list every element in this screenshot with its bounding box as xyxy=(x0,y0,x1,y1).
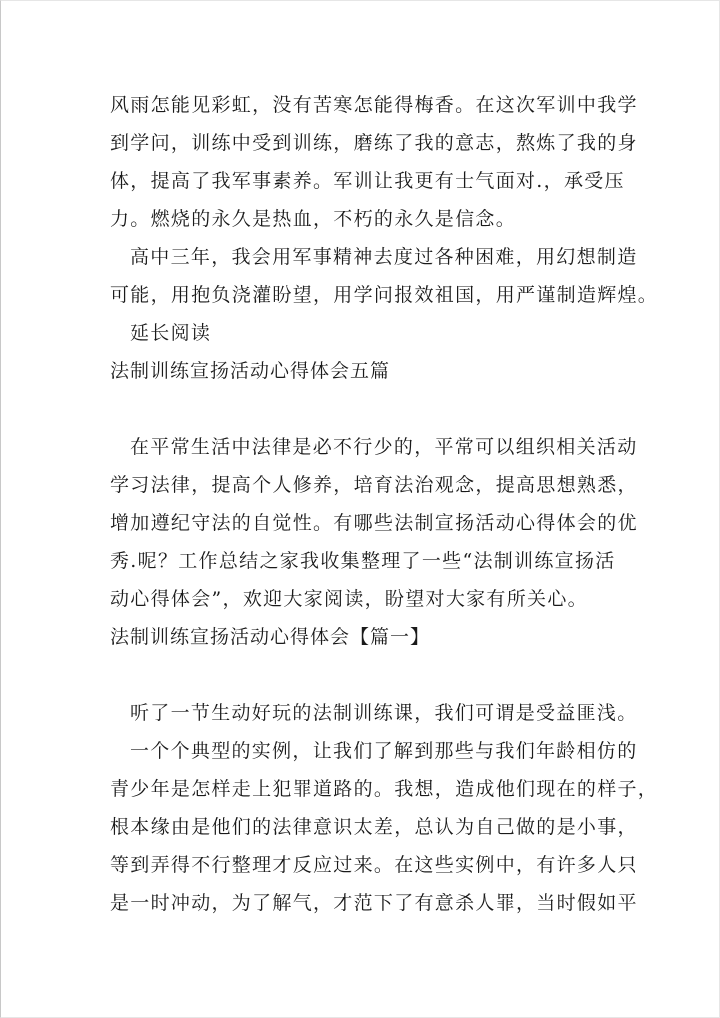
text-line: 等到弄得不行整理才反应过来。在这些实例中，有许多人只 xyxy=(110,854,638,876)
text-line: 青少年是怎样走上犯罪道路的。我想，造成他们现在的样子， xyxy=(110,778,659,800)
text-line: 可能，用抱负浇灌盼望，用学问报效祖国，用严谨制造辉煌。 xyxy=(110,284,659,306)
text-line: 到学问，训练中受到训练，磨练了我的意志，熬炼了我的身 xyxy=(110,132,638,154)
text-line: 秀.呢？工作总结之家我收集整理了一些“法制训练宣扬活 xyxy=(110,550,616,572)
text-line: 在平常生活中法律是必不行少的，平常可以组织相关活动 xyxy=(130,436,638,458)
section-label: 延长阅读 xyxy=(130,322,212,344)
text-line: 力。燃烧的永久是热血，不朽的永久是信念。 xyxy=(110,208,517,230)
text-line: 高中三年，我会用军事精神去度过各种困难，用幻想制造 xyxy=(130,246,638,268)
text-line: 风雨怎能见彩虹，没有苦寒怎能得梅香。在这次军训中我学 xyxy=(110,94,638,116)
text-line: 学习法律，提高个人修养，培育法治观念，提高思想熟悉， xyxy=(110,474,638,496)
text-line: 动心得体会”，欢迎大家阅读，盼望对大家有所关心。 xyxy=(110,588,588,610)
text-line: 是一时冲动，为了解气，才范下了有意杀人罪，当时假如平 xyxy=(110,892,638,914)
text-line: 听了一节生动好玩的法制训练课，我们可谓是受益匪浅。 xyxy=(130,702,638,724)
text-line: 体，提高了我军事素养。军训让我更有士气面对.，承受压 xyxy=(110,170,625,192)
section-heading: 法制训练宣扬活动心得体会【篇一】 xyxy=(110,626,431,648)
article-title: 法制训练宣扬活动心得体会五篇 xyxy=(110,360,391,382)
text-line: 根本缘由是他们的法律意识太差，总认为自己做的是小事， xyxy=(110,816,638,838)
text-line: 增加遵纪守法的自觉性。有哪些法制宣扬活动心得体会的优 xyxy=(110,512,638,534)
text-line: 一个个典型的实例，让我们了解到那些与我们年龄相仿的 xyxy=(130,740,638,762)
